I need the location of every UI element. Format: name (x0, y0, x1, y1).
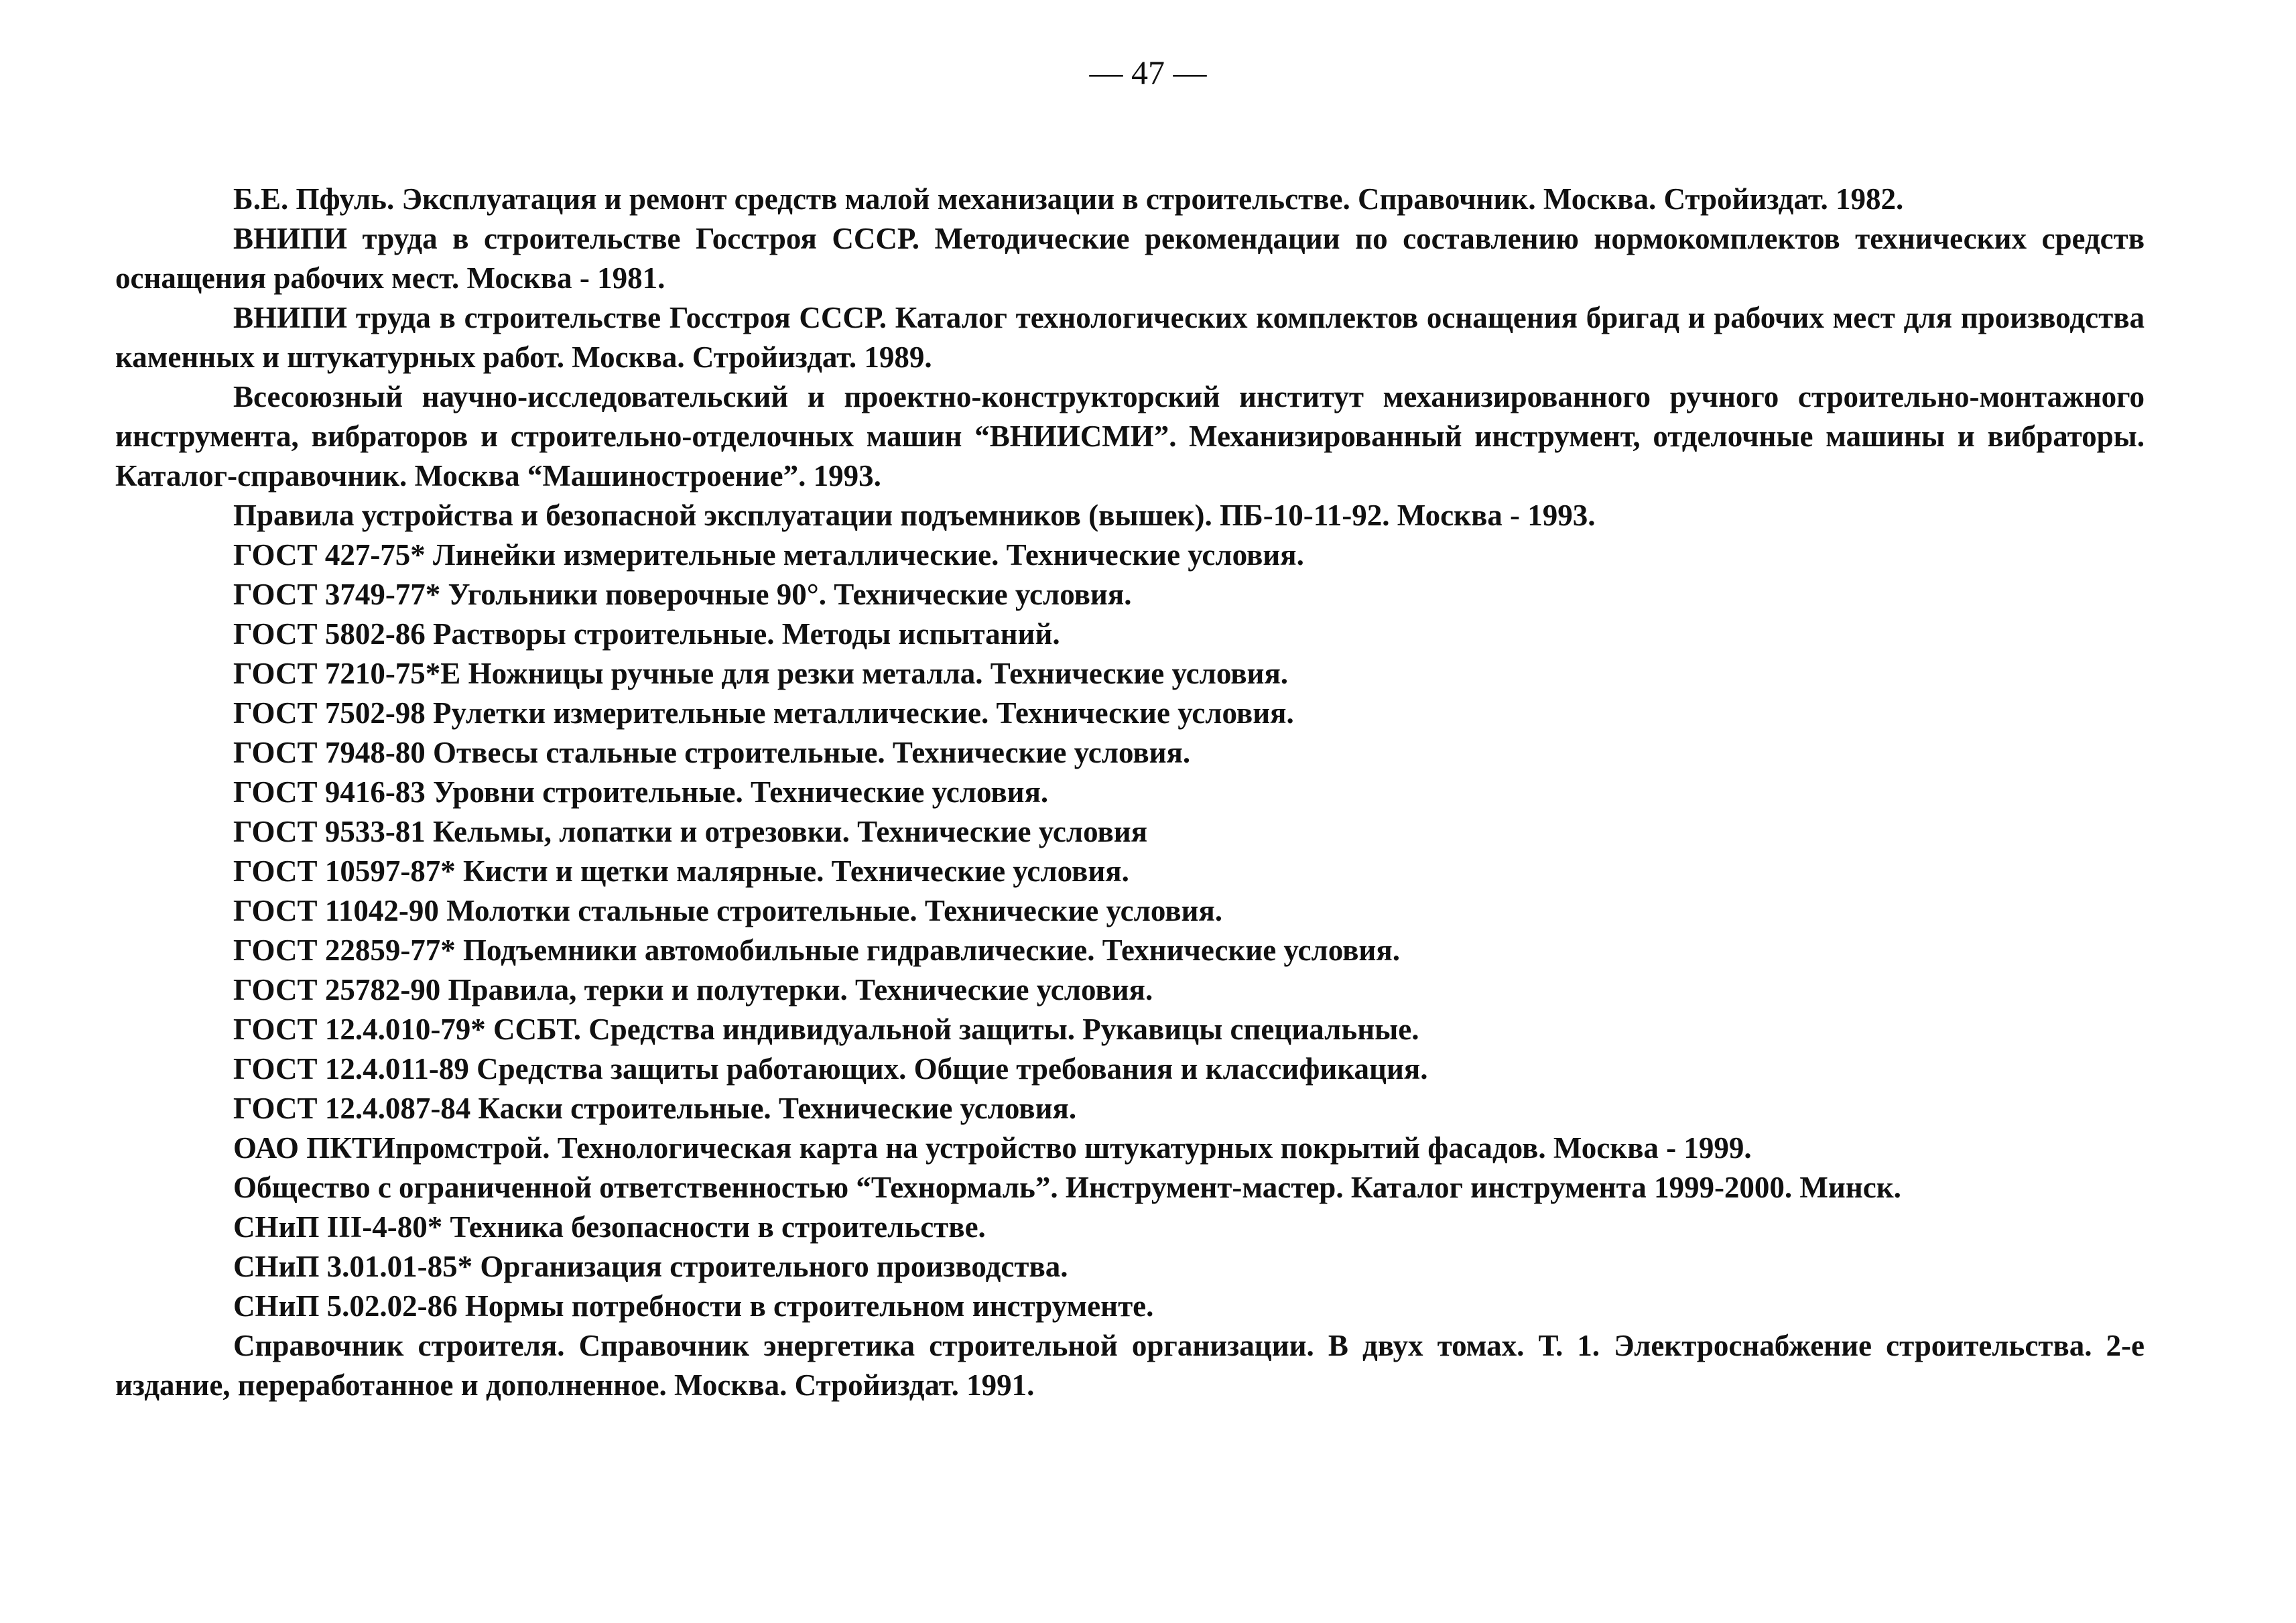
reference-entry: ВНИПИ труда в строительстве Госстроя СССР. Каталог технологических комплектов оснащения бригад и рабочих мест для производства каменных и штукатурных работ. Москва. Стройиздат. 1989. (115, 301, 2145, 374)
reference-entry: ГОСТ 11042-90 Молотки стальные строительные. Технические условия. (233, 894, 1223, 927)
reference-entry: ГОСТ 9416-83 Уровни строительные. Технические условия. (233, 775, 1049, 809)
reference-entry: Правила устройства и безопасной эксплуатации подъемников (вышек). ПБ-10-11-92. Москва - 1993. (233, 499, 1596, 532)
reference-entry: ГОСТ 7502-98 Рулетки измерительные металлические. Технические условия. (233, 696, 1294, 730)
reference-entry: ГОСТ 3749-77* Угольники поверочные 90°. Технические условия. (233, 578, 1132, 611)
reference-entry: ГОСТ 22859-77* Подъемники автомобильные гидравлические. Технические условия. (233, 933, 1400, 967)
reference-entry: СНиП III-4-80* Техника безопасности в строительстве. (233, 1210, 986, 1244)
reference-entry: ГОСТ 12.4.011-89 Средства защиты работающих. Общие требования и классификация. (233, 1052, 1428, 1086)
reference-entry: Справочник строителя. Справочник энергетика строительной организации. В двух томах. Т. 1. Электроснабжение строительства. 2-е издание, переработанное и дополненное. Москва. Стройиздат. 1991. (115, 1329, 2145, 1402)
reference-entry: ГОСТ 7210-75*Е Ножницы ручные для резки металла. Технические условия. (233, 657, 1289, 690)
reference-entry: ГОСТ 9533-81 Кельмы, лопатки и отрезовки. Технические условия (233, 815, 1148, 848)
reference-entry: СНиП 5.02.02-86 Нормы потребности в строительном инструменте. (233, 1289, 1154, 1323)
reference-entry: СНиП 3.01.01-85* Организация строительного производства. (233, 1250, 1068, 1283)
reference-entry: ГОСТ 5802-86 Растворы строительные. Методы испытаний. (233, 617, 1060, 651)
reference-entry: ОАО ПКТИпромстрой. Технологическая карта на устройство штукатурных покрытий фасадов. Москва - 1999. (233, 1131, 1752, 1165)
reference-entry: ГОСТ 7948-80 Отвесы стальные строительные. Технические условия. (233, 736, 1191, 769)
page-number: — 47 — (1089, 54, 1207, 91)
reference-entry: ГОСТ 25782-90 Правила, терки и полутерки. Технические условия. (233, 973, 1153, 1007)
reference-entry: Б.Е. Пфуль. Эксплуатация и ремонт средств малой механизации в строительстве. Справочник. Москва. Стройиздат. 1982. (233, 182, 1904, 216)
reference-entry: ВНИПИ труда в строительстве Госстроя СССР. Методические рекомендации по составлению нормокомплектов технических средств оснащения рабочих мест. Москва - 1981. (115, 222, 2145, 295)
reference-entry: Общество с ограниченной ответственностью “Технормаль”. Инструмент-мастер. Каталог инструмента 1999-2000. Минск. (233, 1171, 1901, 1204)
reference-entry: ГОСТ 427-75* Линейки измерительные металлические. Технические условия. (233, 538, 1304, 572)
bibliography-list (115, 180, 2145, 1405)
reference-entry: ГОСТ 12.4.087-84 Каски строительные. Технические условия. (233, 1092, 1077, 1125)
reference-entry: Всесоюзный научно-исследовательский и проектно-конструкторский институт механизированного ручного строительно-монтажного инструмента, вибраторов и строительно-отделочных машин “ВНИИСМИ”. Механизированный инструмент, отделочные машины и вибраторы. Каталог-справочник. Москва “Машиностроение”. 1993. (115, 380, 2145, 493)
reference-entry: ГОСТ 12.4.010-79* ССБТ. Средства индивидуальной защиты. Рукавицы специальные. (233, 1013, 1419, 1046)
reference-entry: ГОСТ 10597-87* Кисти и щетки малярные. Технические условия. (233, 854, 1129, 888)
